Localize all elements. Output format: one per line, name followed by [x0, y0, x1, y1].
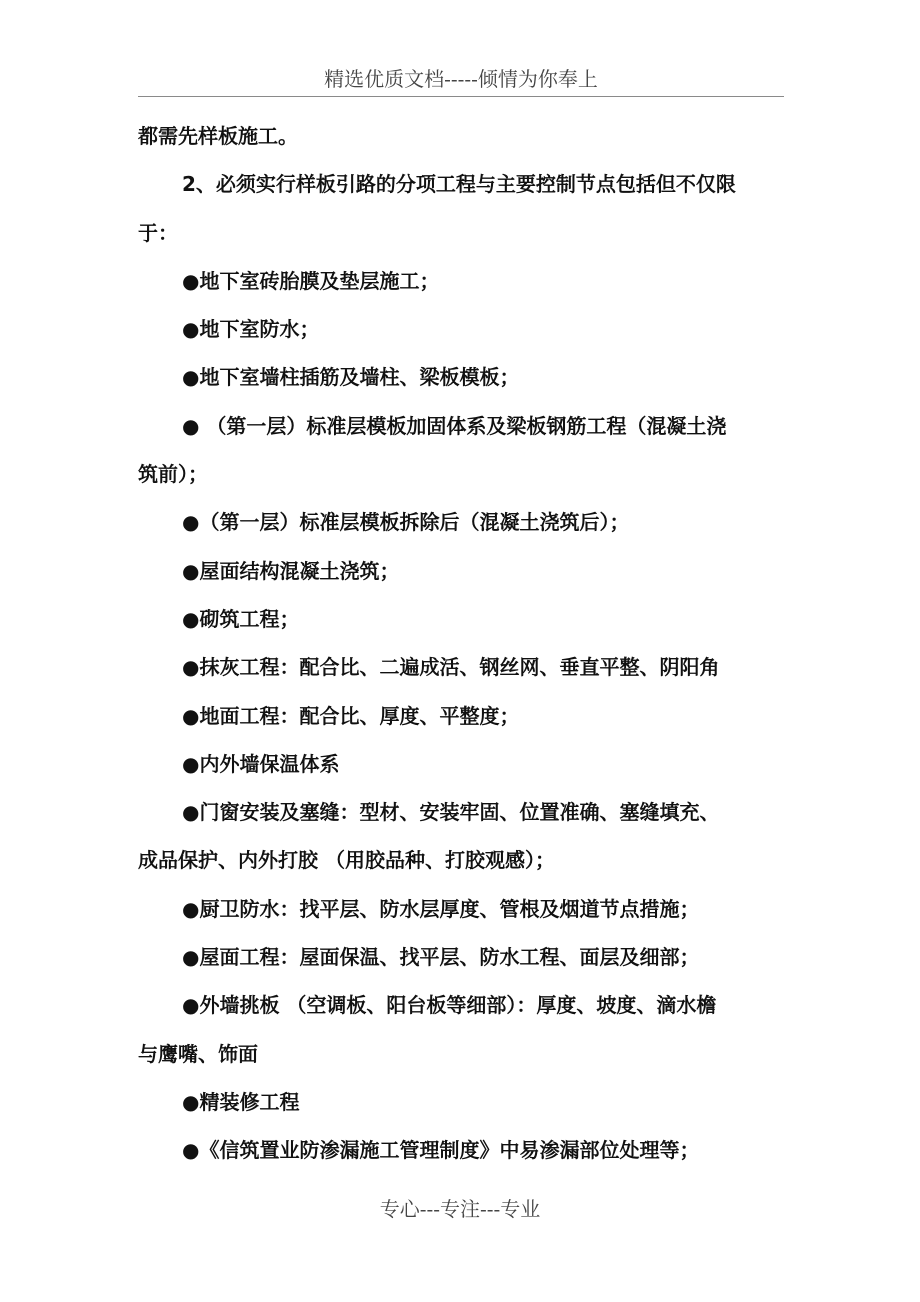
section-intro: 2、必须实行样板引路的分项工程与主要控制节点包括但不仅限	[182, 172, 736, 197]
list-item: ●地下室砖胎膜及垫层施工；	[182, 268, 440, 293]
list-item-continuation: 筑前）；	[138, 462, 208, 487]
list-item-continuation: 成品保护、内外打胶 （用胶品种、打胶观感）；	[138, 848, 555, 873]
list-item: ●厨卫防水：找平层、防水层厚度、管根及烟道节点措施；	[182, 896, 700, 921]
list-item: ●外墙挑板 （空调板、阳台板等细部）：厚度、坡度、滴水檐	[182, 993, 717, 1018]
document-body	[138, 112, 784, 1175]
list-item: ●地下室防水；	[182, 317, 320, 342]
list-item: ● （第一层）标准层模板加固体系及梁板钢筋工程（混凝土浇	[182, 413, 727, 438]
list-item: ●（第一层）标准层模板拆除后（混凝土浇筑后）；	[182, 510, 630, 535]
list-item: ●门窗安装及塞缝：型材、安装牢固、位置准确、塞缝填充、	[182, 800, 720, 825]
section-intro-continuation: 于：	[138, 220, 178, 245]
header-title: 精选优质文档-----倾情为你奉上	[324, 67, 598, 91]
list-item: ●地面工程：配合比、厚度、平整度；	[182, 703, 520, 728]
list-item: ●地下室墙柱插筋及墙柱、梁板模板；	[182, 365, 520, 390]
page-footer	[0, 1194, 920, 1224]
paragraph-continuation: 都需先样板施工。	[138, 124, 298, 148]
list-item: ●内外墙保温体系	[182, 751, 340, 776]
list-item: ●精装修工程	[182, 1089, 300, 1114]
footer-text: 专心---专注---专业	[379, 1197, 541, 1221]
list-item-continuation: 与鹰嘴、饰面	[138, 1041, 258, 1066]
list-item: ●屋面结构混凝土浇筑；	[182, 558, 400, 583]
list-item: ●《信筑置业防渗漏施工管理制度》中易渗漏部位处理等；	[182, 1138, 700, 1163]
list-item: ●抹灰工程：配合比、二遍成活、钢丝网、垂直平整、阴阳角	[182, 655, 720, 680]
list-item: ●屋面工程：屋面保温、找平层、防水工程、面层及细部；	[182, 945, 700, 970]
page-header	[138, 64, 784, 97]
list-item: ●砌筑工程；	[182, 606, 300, 631]
